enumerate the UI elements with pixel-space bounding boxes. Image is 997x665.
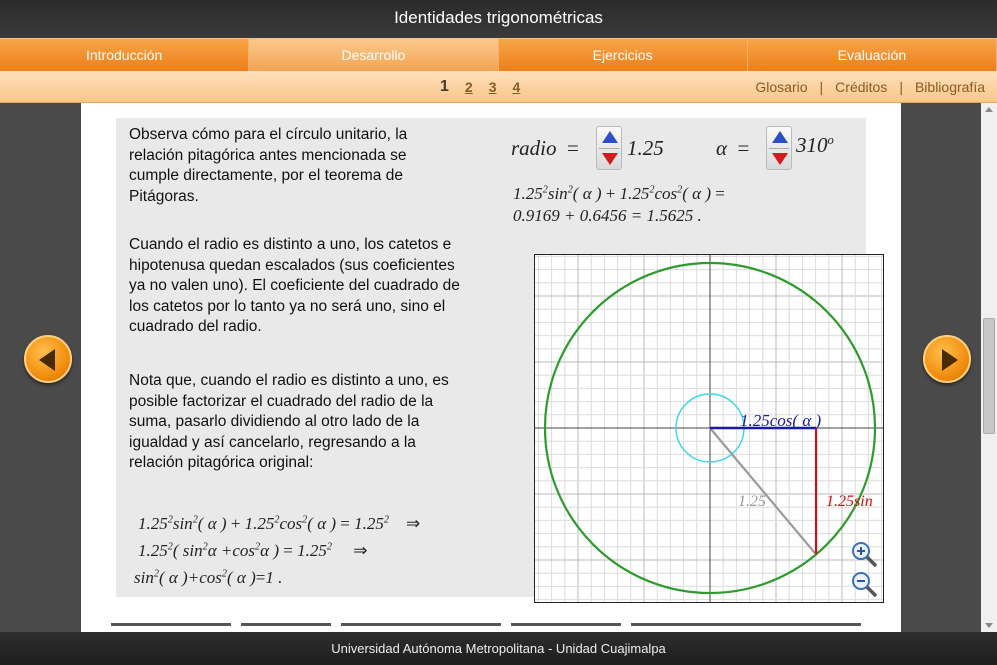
content-area [81, 103, 901, 632]
radio-increment-icon[interactable] [602, 131, 618, 143]
hypotenuse-label: 1.25 [738, 493, 766, 510]
link-separator: | [899, 79, 903, 95]
tab-introduccion[interactable]: Introducción [0, 39, 249, 71]
equation-line-3: $\sin^2$( α )$+\cos^2$( α )=1 . [134, 568, 283, 587]
tab-desarrollo[interactable]: Desarrollo [249, 39, 498, 71]
scroll-thumb[interactable] [983, 318, 995, 434]
lesson-panel [116, 118, 873, 597]
alpha-spinner[interactable] [766, 126, 792, 170]
arrow-right-icon [942, 349, 958, 371]
radio-value: 1.25 [627, 136, 664, 160]
page-selector [440, 71, 520, 103]
paragraph-factor: Nota que, cuando el radio es distinto a uno, es posible factorizar el cuadrado del radio de la suma, pasarlo dividiendo al otro lado de la igualdad y así cancelarlo, regresando a la relación pitagórica original: [129, 372, 449, 471]
tab-evaluacion[interactable]: Evaluación [748, 39, 997, 71]
scroll-up-icon[interactable] [985, 107, 993, 112]
zoom-out-icon[interactable] [851, 571, 877, 597]
paragraph-scaled: Cuando el radio es distinto a uno, los catetos e hipotenusa quedan escalados (sus coeficientes ya no valen uno). El coeficiente del cuadrado de los catetos por lo tanto ya no será uno, sino el cuadrado del radio. [129, 236, 460, 335]
scroll-down-icon[interactable] [985, 623, 993, 628]
prev-page-button[interactable] [24, 335, 72, 383]
equation-values: 0.9169 + 0.6456 = 1.5625 . [513, 206, 702, 225]
page-link-4[interactable]: 4 [512, 79, 521, 95]
page-link-2[interactable]: 2 [464, 79, 473, 95]
creditos-link[interactable]: Créditos [835, 79, 888, 95]
resource-links [755, 71, 985, 103]
arrow-left-icon [39, 349, 55, 371]
equation-line-2: 1.25$^2$( $\sin^2\alpha +\cos^2\alpha$ ) = 1.25$^2$ ⇒ [138, 541, 368, 560]
clipped-text-line [111, 623, 871, 632]
zoom-in-icon[interactable] [851, 541, 877, 567]
circle-plot[interactable] [534, 254, 884, 603]
radio-spinner[interactable] [596, 126, 622, 170]
main-nav [0, 38, 997, 71]
equation-line-1: $1.25^2\sin^2$( α ) + $1.25^2\cos^2$( α ) = 1.25$^2$ ⇒ [138, 514, 421, 533]
page-scrollbar[interactable] [981, 103, 997, 632]
plot-svg[interactable] [535, 255, 883, 602]
next-page-button[interactable] [923, 335, 971, 383]
radio-decrement-icon[interactable] [602, 153, 618, 165]
page-link-1[interactable]: 1 [440, 78, 449, 95]
equation-scaled: $1.25^2\sin^2$( α ) + $1.25^2\cos^2$( α ) = [513, 184, 725, 203]
footer: Universidad Autónoma Metropolitana - Unidad Cuajimalpa [0, 632, 997, 665]
paragraph-intro: Observa cómo para el círculo unitario, la relación pitagórica antes mencionada se cumple directamente, por el teorema de Pitágoras. [129, 126, 408, 205]
tab-ejercicios[interactable]: Ejercicios [499, 39, 748, 71]
radio-label: radio = [511, 136, 579, 160]
glosario-link[interactable]: Glosario [755, 79, 808, 95]
sin-label: 1.25sin [826, 493, 873, 510]
alpha-increment-icon[interactable] [772, 131, 788, 143]
link-separator: | [819, 79, 824, 95]
app-title: Identidades trigonométricas [0, 0, 997, 38]
cos-label: 1.25cos( α ) [740, 411, 822, 430]
page-link-3[interactable]: 3 [488, 79, 497, 95]
alpha-value: 310$^o$ [796, 133, 834, 157]
alpha-label: α = [716, 136, 750, 160]
alpha-decrement-icon[interactable] [772, 153, 788, 165]
bibliografia-link[interactable]: Bibliografía [914, 79, 985, 95]
sub-nav [0, 71, 997, 103]
